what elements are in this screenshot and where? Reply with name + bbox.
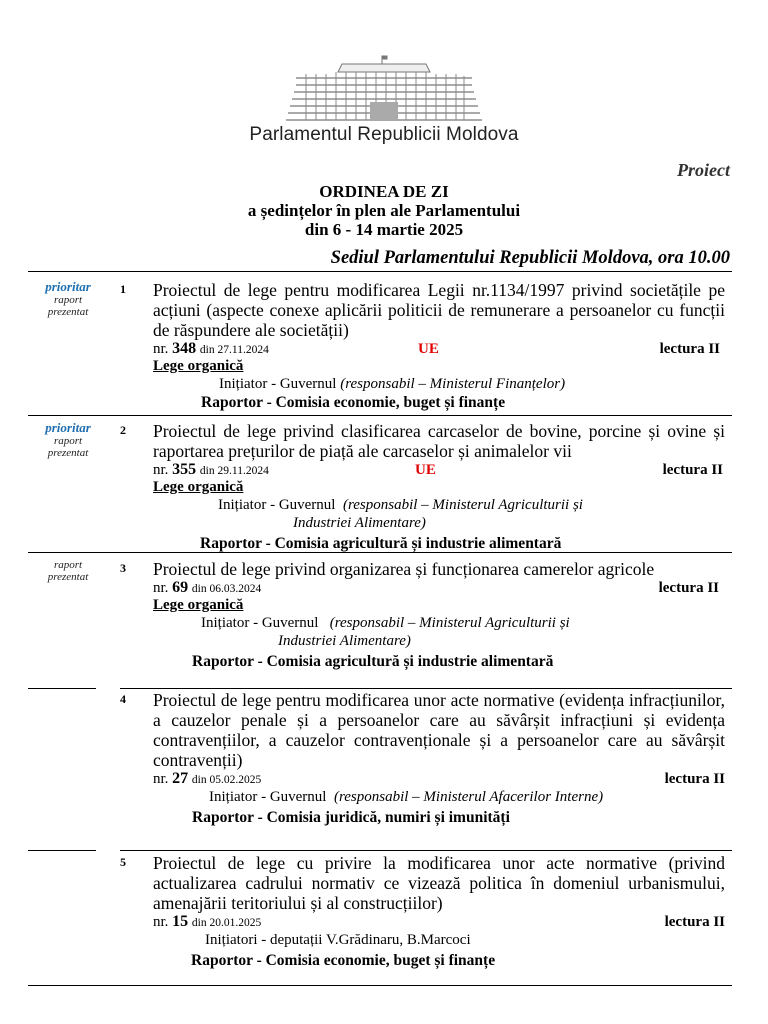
status-line: raport: [53, 435, 83, 447]
initiator: Inițiator - Guvernul: [201, 615, 319, 631]
law-type: Lege organică: [153, 597, 244, 613]
document-number: [153, 461, 269, 480]
session-location: Sediul Parlamentului Republicii Moldova, ora 10.00: [330, 248, 730, 268]
section-divider: [28, 850, 96, 851]
nr-prefix: nr.: [153, 462, 169, 478]
item-number: 1: [120, 282, 126, 296]
responsible: (responsabil – Ministerul Finanțelor): [340, 376, 566, 392]
section-divider: [28, 415, 732, 416]
initiator-line: [153, 788, 725, 806]
item-number: 5: [120, 855, 126, 869]
law-type: Lege organică: [153, 479, 244, 495]
parliament-building-icon: [286, 52, 482, 124]
nr-prefix: nr.: [153, 580, 169, 596]
item-number: 2: [120, 423, 126, 437]
initiator-line-cont: [153, 632, 721, 650]
responsible-cont: Industriei Alimentare): [278, 633, 411, 649]
item-meta: [153, 579, 721, 597]
priority-label: prioritar: [45, 420, 91, 435]
nr-date: din 27.11.2024: [199, 344, 269, 356]
initiator-line: [153, 375, 725, 393]
nr-date: din 29.11.2024: [199, 465, 269, 477]
status-line: prezentat: [47, 571, 89, 583]
item-status: [30, 559, 106, 583]
nr-value: 27: [172, 770, 189, 787]
initiator: Inițiatori - deputații V.Grădinaru, B.Marcoci: [205, 932, 471, 948]
document-number: [153, 579, 261, 598]
nr-prefix: nr.: [153, 771, 169, 787]
nr-value: 69: [172, 579, 189, 596]
reading-label: lectura II: [659, 341, 720, 357]
nr-date: din 20.01.2025: [191, 917, 262, 929]
item-status: [30, 421, 106, 459]
reporter: Raportor - Comisia economie, buget și finanțe: [191, 952, 496, 969]
item-number: 3: [120, 561, 126, 575]
item-description: Proiectul de lege cu privire la modificarea unor acte normative (privind actualizarea cadrului normativ ce vizează politica în domeniul urbanismului, amenajării teritoriului și al construcțiilor): [153, 853, 725, 913]
item-meta: [153, 913, 725, 931]
initiator-line: [153, 614, 721, 632]
section-divider: [120, 688, 732, 689]
reporter: Raportor - Comisia agricultură și industrie alimentară: [192, 653, 554, 670]
status-line: raport: [53, 294, 83, 306]
section-divider: [28, 271, 732, 272]
initiator: Inițiator - Guvernul: [219, 376, 337, 392]
section-divider: [28, 552, 732, 553]
reading-label: lectura II: [658, 580, 719, 596]
reading-label: lectura II: [664, 771, 725, 787]
reporter: Raportor - Comisia economie, buget și finanțe: [201, 394, 506, 411]
item-description: Proiectul de lege privind organizarea și funcționarea camerelor agricole: [153, 559, 655, 579]
priority-label: prioritar: [45, 279, 91, 294]
item-meta: [153, 770, 725, 788]
item-description: Proiectul de lege pentru modificarea Legii nr.1134/1997 privind societățile pe acțiuni (aspecte conexe aplicării politicii de remunerare a persoanelor cu funcții de răspundere ale societății): [153, 280, 725, 340]
item-description: Proiectul de lege privind clasificarea carcaselor de bovine, porcine și ovine și raportarea prețurilor de piață ale carcaselor și animalelor vii: [153, 421, 725, 461]
document-number: [153, 770, 261, 789]
agenda-title: ORDINEA DE ZI: [319, 182, 449, 201]
nr-prefix: nr.: [153, 341, 169, 357]
eu-badge: UE: [415, 462, 436, 478]
responsible: (responsabil – Ministerul Agriculturii și: [329, 615, 570, 631]
responsible: (responsabil – Ministerul Agriculturii și: [342, 497, 583, 513]
nr-date: din 06.03.2024: [191, 583, 262, 595]
eu-badge: UE: [418, 341, 439, 357]
item-body: [153, 280, 725, 413]
item-body: [153, 690, 725, 828]
responsible: (responsabil – Ministerul Afacerilor Interne): [333, 789, 604, 805]
item-meta: [153, 461, 725, 479]
institution-name: Parlamentul Republicii Moldova: [249, 124, 519, 145]
item-status: [30, 280, 106, 318]
status-line: prezentat: [47, 306, 89, 318]
initiator-line-cont: [153, 514, 725, 532]
initiator: Inițiator - Guvernul: [209, 789, 327, 805]
reading-label: lectura II: [664, 914, 725, 930]
reading-label: lectura II: [662, 462, 723, 478]
section-divider: [28, 688, 96, 689]
law-type: Lege organică: [153, 358, 244, 374]
nr-value: 355: [172, 461, 197, 478]
document-status-label: Proiect: [677, 160, 730, 180]
status-line: raport: [53, 559, 83, 571]
item-meta: [153, 340, 725, 358]
nr-value: 15: [172, 913, 189, 930]
section-divider: [120, 850, 732, 851]
status-line: prezentat: [47, 447, 89, 459]
initiator-line: [153, 496, 725, 514]
item-body: [153, 559, 721, 672]
item-description: Proiectul de lege pentru modificarea unor acte normative (evidența infracțiunilor, a cauzelor penale și a persoanelor care au săvârșit infracțiuni și evidența contravențiilor, a cauzelor contravenționale și a persoanelor care au săvârșit contravenții): [153, 690, 725, 770]
nr-value: 348: [172, 340, 197, 357]
document-number: [153, 340, 269, 359]
item-body: [153, 421, 725, 554]
responsible-cont: Industriei Alimentare): [293, 515, 426, 531]
nr-date: din 05.02.2025: [191, 774, 262, 786]
item-body: [153, 853, 725, 971]
initiator: Inițiator - Guvernul: [218, 497, 336, 513]
agenda-dates: din 6 - 14 martie 2025: [304, 220, 464, 239]
section-divider: [28, 985, 732, 986]
agenda-subtitle: a ședințelor în plen ale Parlamentului: [247, 201, 521, 220]
reporter: Raportor - Comisia agricultură și industrie alimentară: [200, 535, 562, 552]
reporter: Raportor - Comisia juridică, numiri și imunități: [192, 809, 510, 826]
nr-prefix: nr.: [153, 914, 169, 930]
item-number: 4: [120, 692, 126, 706]
document-number: [153, 913, 261, 932]
